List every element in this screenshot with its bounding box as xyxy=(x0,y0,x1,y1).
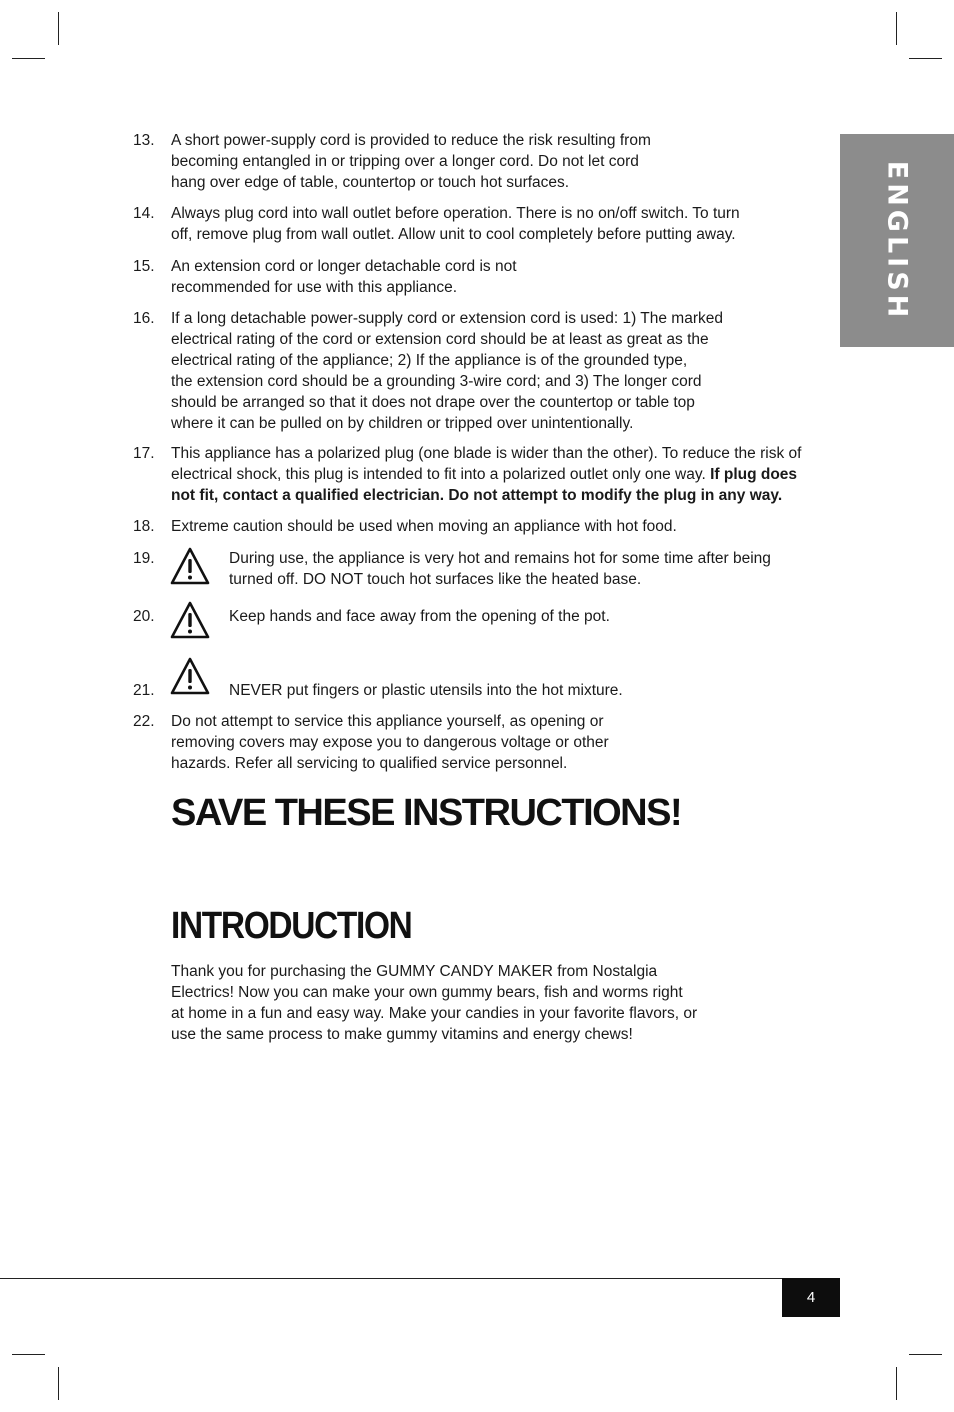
crop-mark xyxy=(909,1354,942,1355)
save-instructions-heading: SAVE THESE INSTRUCTIONS! xyxy=(171,792,682,834)
item-number: 21. xyxy=(133,682,155,699)
introduction-heading: INTRODUCTION xyxy=(171,905,412,947)
crop-mark xyxy=(896,12,897,45)
item-text: Always plug cord into wall outlet before operation. There is no on/off switch. To turn off, remove plug from wall outlet. Allow unit to cool completely before putting away. xyxy=(171,205,740,243)
item-text: Extreme caution should be used when moving an appliance with hot food. xyxy=(171,518,677,535)
item-text-regular: This appliance has a polarized plug (one blade is wider than the other). To reduce the risk of electrical shock, this plug is intended to fit into a polarized outlet only one way. xyxy=(171,445,802,483)
language-label: ENGLISH xyxy=(881,160,913,321)
warning-triangle-icon xyxy=(170,600,210,640)
item-text: A short power-supply cord is provided to reduce the risk resulting from becoming entangled in or tripping over a longer cord. Do not let cord hang over edge of table, countertop or touch hot surfaces. xyxy=(171,132,651,191)
item-text: An extension cord or longer detachable cord is not recommended for use with this appliance. xyxy=(171,258,517,296)
item-number: 20. xyxy=(133,608,155,625)
warning-triangle-icon xyxy=(170,546,210,586)
crop-mark xyxy=(58,12,59,45)
item-number: 16. xyxy=(133,310,155,327)
item-text: NEVER put fingers or plastic utensils into the hot mixture. xyxy=(229,682,623,699)
item-text: Keep hands and face away from the opening of the pot. xyxy=(229,608,610,625)
item-text-bold: If plug does not fit, contact a qualified electrician. Do not attempt to modify the plug in any way. xyxy=(171,466,798,504)
language-tab xyxy=(840,134,954,347)
item-text xyxy=(171,443,831,506)
item-text: If a long detachable power-supply cord or extension cord is used: 1) The marked electrical rating of the cord or extension cord should be at least as great as the electrical rating of the appliance; 2) If the appliance is of the grounded type, the extension cord should be a grounding 3-wire cord; and 3) The longer cord should be arranged so that it does not drape over the countertop or table top where it can be pulled on by children or tripped over unintentionally. xyxy=(171,310,723,432)
item-text: Do not attempt to service this appliance yourself, as opening or removing covers may expose you to dangerous voltage or other hazards. Refer all servicing to qualified service personnel. xyxy=(171,713,609,772)
crop-mark xyxy=(909,58,942,59)
item-number: 17. xyxy=(133,445,155,462)
item-number: 13. xyxy=(133,132,155,149)
item-number: 14. xyxy=(133,205,155,222)
crop-mark xyxy=(58,1367,59,1400)
page-number: 4 xyxy=(782,1278,840,1317)
crop-mark xyxy=(896,1367,897,1400)
item-number: 22. xyxy=(133,713,155,730)
warning-triangle-icon xyxy=(170,656,210,696)
introduction-text: Thank you for purchasing the GUMMY CANDY MAKER from Nostalgia Electrics! Now you can make your own gummy bears, fish and worms right at home in a fun and easy way. Make your candies in your favorite flavors, or use the same process to make gummy vitamins and energy chews! xyxy=(171,963,698,1043)
item-number: 19. xyxy=(133,550,155,567)
item-text: During use, the appliance is very hot and remains hot for some time after being turned off. DO NOT touch hot surfaces like the heated base. xyxy=(229,550,771,588)
footer-rule xyxy=(0,1278,840,1279)
crop-mark xyxy=(12,1354,45,1355)
item-number: 15. xyxy=(133,258,155,275)
crop-mark xyxy=(12,58,45,59)
item-number: 18. xyxy=(133,518,155,535)
